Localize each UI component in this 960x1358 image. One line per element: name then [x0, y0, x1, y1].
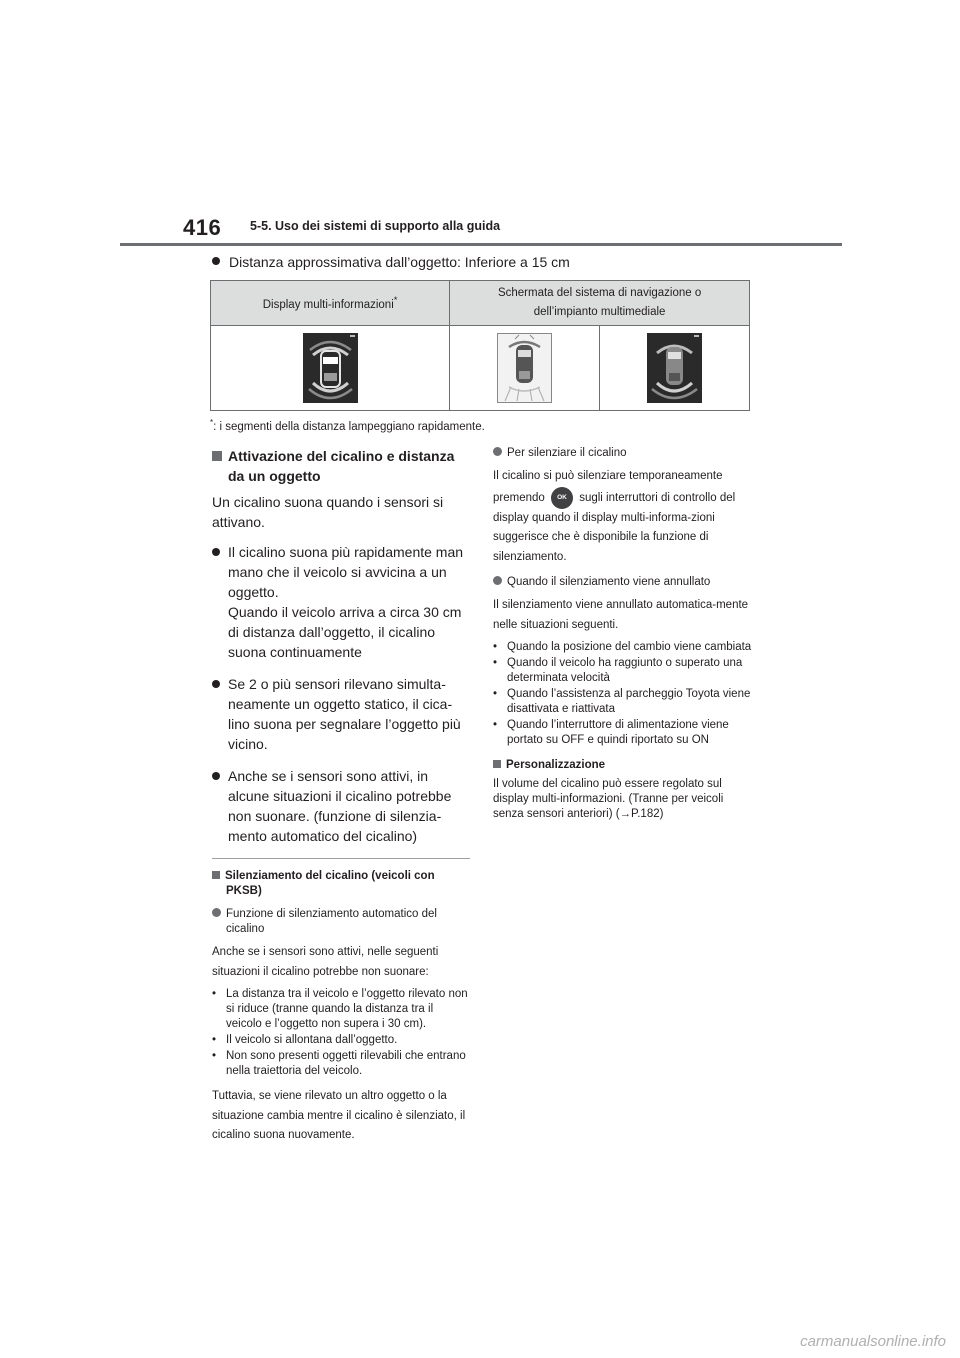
mute-cancel-subheading: Quando il silenziamento viene annullato [493, 575, 753, 590]
list-item: • Quando il veicolo ha raggiunto o superato una determinata velocità [493, 656, 753, 686]
mute-buzzer-text: Il cicalino si può silenziare temporaneamente premendo OK sugli interruttori di controllo del display quando il display multi-informa-zioni suggerisce che è disponibile la funzione di silenziamento. [493, 470, 736, 563]
customization-text: Il volume del cicalino può essere regolato sul display multi-informazioni. (Tranne per veicoli senza sensori anteriori) (→P.182) [493, 778, 724, 820]
section-title: 5-5. Uso dei sistemi di supporto alla guida [250, 219, 501, 233]
buzzer-bullet-3: Anche se i sensori sono attivi, in alcune situazioni il cicalino potrebbe non suonare. (funzione di silenzia-mento automatico del cicalino) [212, 766, 470, 846]
buzzer-intro: Un cicalino suona quando i sensori si attivano. [212, 494, 444, 530]
mute-cancel-text: Il silenziamento viene annullato automatica-mente nelle situazioni seguenti. [493, 599, 749, 631]
navigation-display-image-light [450, 326, 600, 411]
list-item: • Quando l’assistenza al parcheggio Toyota viene disattivata e riattivata [493, 687, 753, 717]
list-item: • Il veicolo si allontana dall’oggetto. [212, 1033, 470, 1048]
ok-button-icon: OK [551, 487, 573, 509]
sub-circle-icon [212, 908, 221, 917]
distance-bullet-text: Distanza approssimativa dall’oggetto: Inferiore a 15 cm [229, 254, 570, 270]
mute-buzzer-subheading: Per silenziare il cicalino [493, 446, 753, 461]
car-sensor-dark-screen-icon [303, 333, 358, 403]
table-header-multi-info: Display multi-informazioni* [211, 281, 450, 326]
multi-info-display-image [211, 326, 450, 411]
navigation-display-image-dark [600, 326, 750, 411]
mute-cancel-list [493, 640, 753, 748]
bullet-icon [212, 257, 220, 265]
list-item: • Quando l’interruttore di alimentazione viene portato su OFF e quindi riportato su ON [493, 718, 753, 748]
list-item: • Non sono presenti oggetti rilevabili che entrano nella traiettoria del veicolo. [212, 1049, 470, 1079]
sub-circle-icon [493, 576, 502, 585]
bullet-icon [212, 680, 220, 688]
car-sensor-light-screen-icon [497, 333, 552, 403]
watermark: carmanualsonline.info [800, 1333, 946, 1350]
auto-mute-list [212, 987, 470, 1079]
section-square-icon [493, 760, 501, 768]
list-item: • Quando la posizione del cambio viene cambiata [493, 640, 753, 655]
right-column [493, 446, 753, 830]
page-number: 416 [183, 215, 222, 240]
auto-mute-text: Anche se i sensori sono attivi, nelle seguenti situazioni il cicalino potrebbe non suonare: [212, 946, 439, 978]
section-square-icon [212, 871, 220, 879]
display-table [210, 280, 750, 411]
section-divider [212, 858, 470, 859]
buzzer-mute-heading: Silenziamento del cicalino (veicoli con PKSB) [212, 869, 470, 899]
buzzer-bullet-1: Il cicalino suona più rapidamente man mano che il veicolo si avvicina a un oggetto. Quando il veicolo arriva a circa 30 cm di distanza dall’oggetto, il cicalino suona continuamente [212, 542, 470, 662]
customization-heading: Personalizzazione [493, 758, 753, 773]
distance-bullet [212, 254, 570, 270]
sub-circle-icon [493, 447, 502, 456]
buzzer-activation-heading: Attivazione del cicalino e distanza da un oggetto [212, 446, 470, 486]
bullet-icon [212, 772, 220, 780]
car-sensor-dark-screen-alt-icon [647, 333, 702, 403]
auto-mute-subheading: Funzione di silenziamento automatico del cicalino [212, 907, 470, 937]
auto-mute-closing: Tuttavia, se viene rilevato un altro oggetto o la situazione cambia mentre il cicalino è silenziato, il cicalino suona nuovamente. [212, 1090, 466, 1141]
table-footnote: *: i segmenti della distanza lampeggiano rapidamente. [210, 418, 485, 433]
left-column [212, 446, 470, 1151]
header-rule [120, 243, 842, 246]
list-item: • La distanza tra il veicolo e l’oggetto rilevato non si riduce (tranne quando la distanza tra il veicolo e l’oggetto non supera i 30 cm). [212, 987, 470, 1032]
section-square-icon [212, 451, 222, 461]
table-header-navigation: Schermata del sistema di navigazione o dell’impianto multimediale [450, 281, 750, 326]
buzzer-bullet-2: Se 2 o più sensori rilevano simulta-neamente un oggetto statico, il cica-lino suona per segnalare l’oggetto più vicino. [212, 674, 470, 754]
bullet-icon [212, 548, 220, 556]
